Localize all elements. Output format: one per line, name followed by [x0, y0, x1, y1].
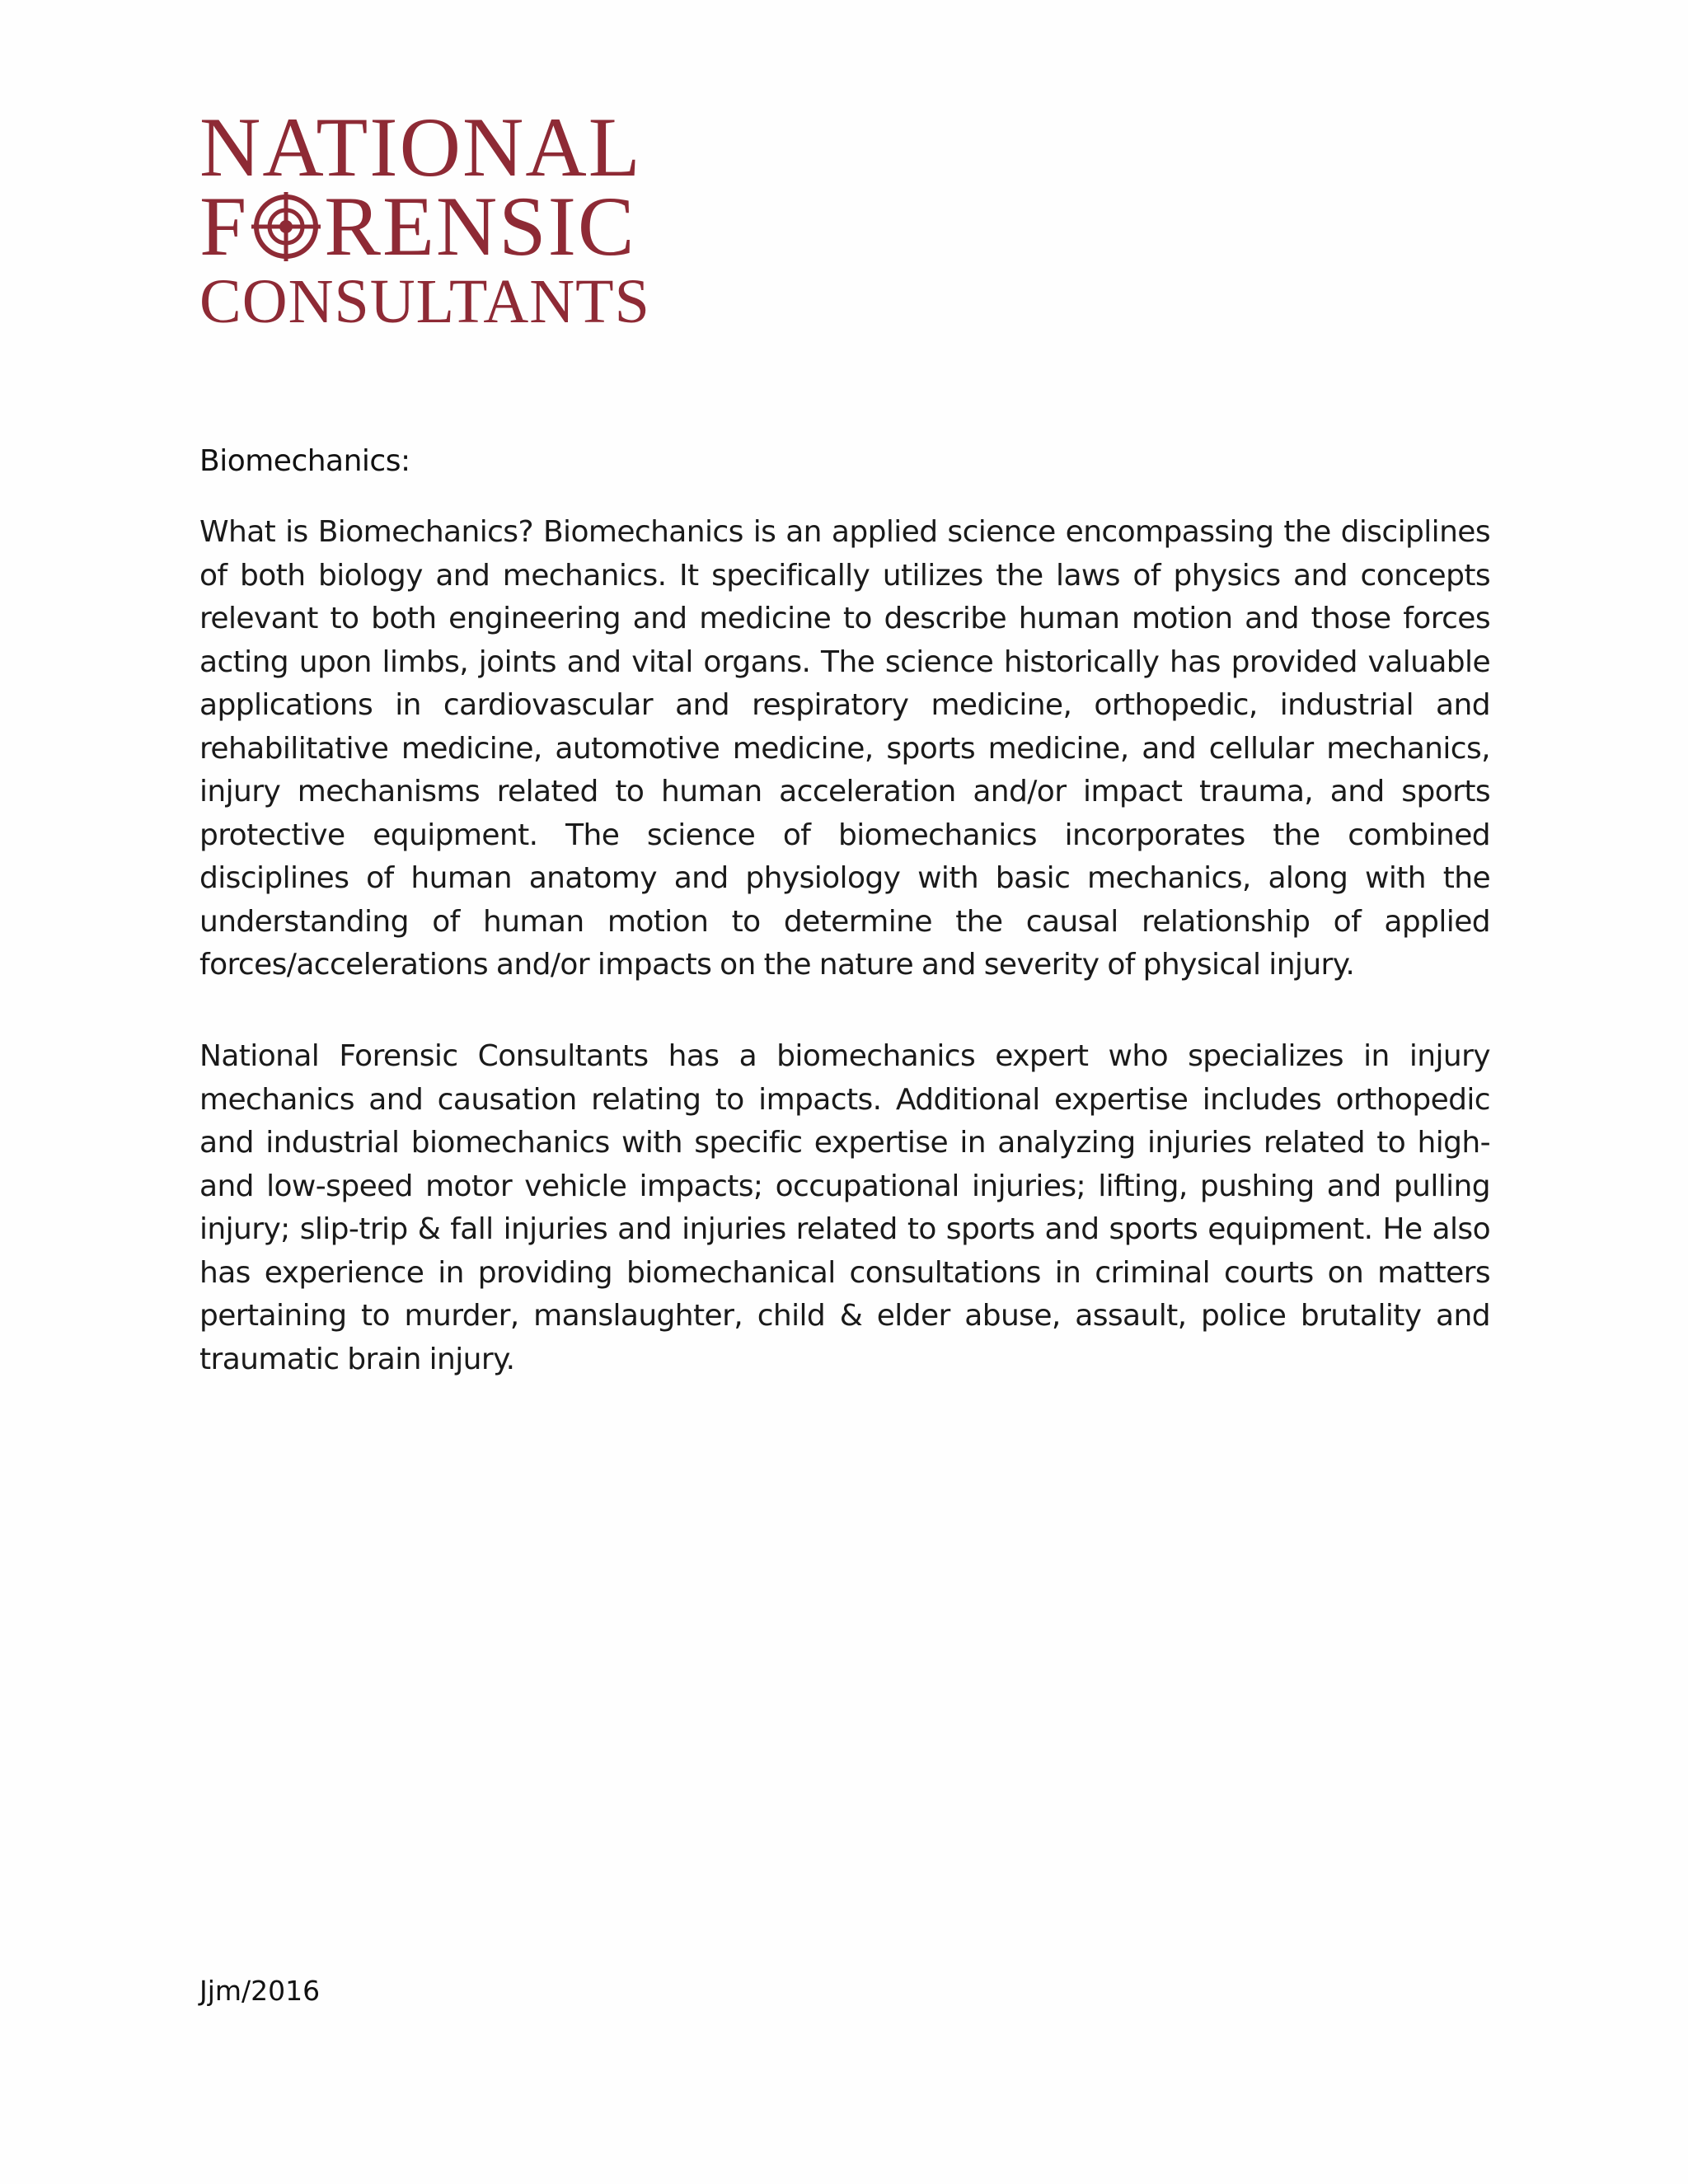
logo-line-forensic	[199, 179, 678, 274]
footer-initials-date: Jjm/2016	[199, 1975, 321, 2007]
logo-letter-f: F	[199, 179, 249, 274]
logo-line-national: NATIONAL	[199, 101, 642, 194]
paragraph-expert-description: National Forensic Consultants has a biomechanics expert who specializes in injury mechanics and causation relating to impacts. Additional expertise includes orthopedic and industrial biomechanics with specific expertise in analyzing injuries related to high- and low-speed motor vehicle impacts; occupational injuries; lifting, pushing and pulling injury; slip-trip & fall injuries and injuries related to sports and sports equipment. He also has experience in providing biomechanical consultations in criminal courts on matters pertaining to murder, manslaughter, child & elder abuse, assault, police brutality and traumatic brain injury.	[199, 1039, 1490, 1376]
section-heading: Biomechanics:	[199, 444, 410, 478]
logo-letters-rensic: RENSIC	[324, 179, 636, 274]
logo-line-consultants: CONSULTANTS	[199, 267, 650, 336]
paragraph-what-is-biomechanics: What is Biomechanics? Biomechanics is an applied science encompassing the disciplines of both biology and mechanics. It specifically utilizes the laws of physics and concepts relevant to both engineering and medicine to describe human motion and those forces acting upon limbs, joints and vital organs. The science historically has provided valuable applications in cardiovascular and respiratory medicine, orthopedic, industrial and rehabilitative medicine, automotive medicine, sports medicine, and cellular mechanics, injury mechanisms related to human acceleration and/or impact trauma, and sports protective equipment. The science of biomechanics incorporates the combined disciplines of human anatomy and physiology with basic mechanics, along with the understanding of human motion to determine the causal relationship of applied forces/accelerations and/or impacts on the nature and severity of physical injury.	[199, 515, 1490, 982]
company-logo	[199, 101, 678, 336]
crosshair-target-icon	[251, 192, 321, 261]
